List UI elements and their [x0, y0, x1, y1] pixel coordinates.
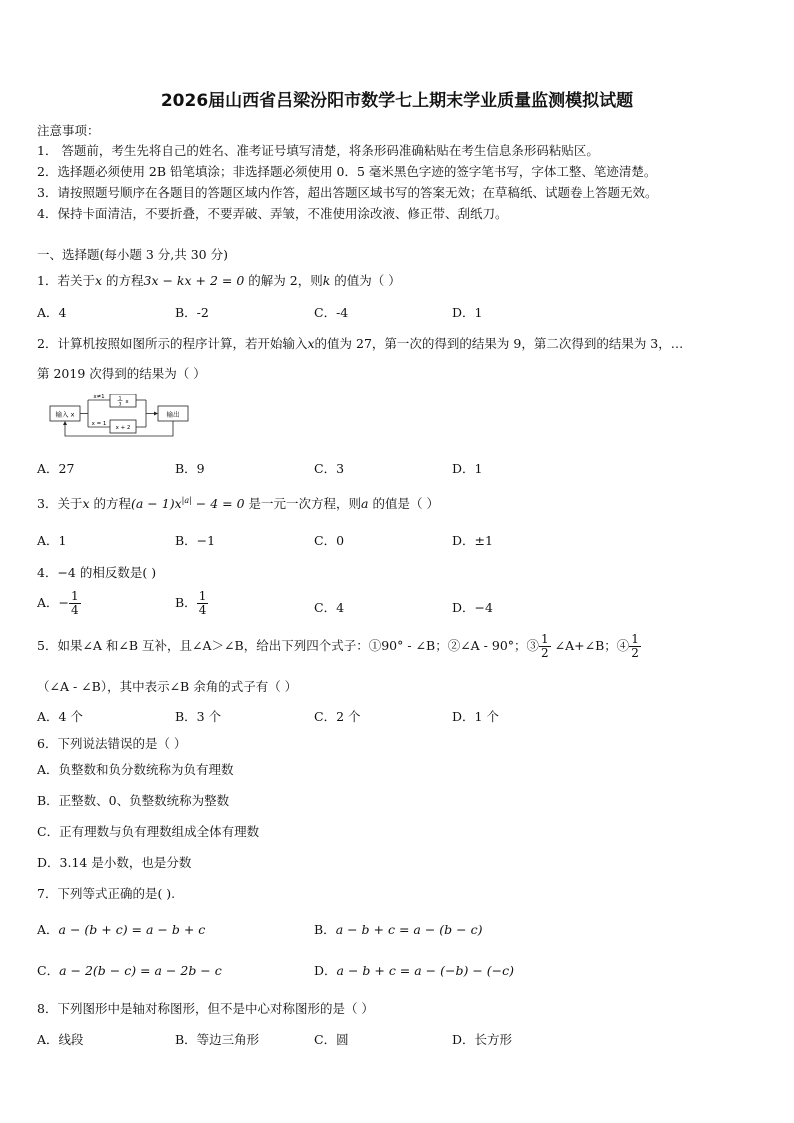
q5-fraction-2-den: 2: [631, 646, 639, 661]
q1-text-suffix: 的值为（ ）: [330, 273, 401, 288]
q4-option-a: [37, 590, 81, 617]
question-5-stem-line2: （∠A - ∠B），其中表示∠B 余角的式子有（ ）: [37, 679, 298, 694]
q1-equation: 3x − kx + 2 = 0: [143, 273, 245, 288]
q1-text-prefix: 1．若关于: [37, 273, 95, 288]
q2-text-b: 的值为 27，第一次的得到的结果为 9，第二次得到的结果为 3，…: [314, 336, 684, 351]
q2-var-x: x: [307, 336, 315, 351]
q4-option-b-num: 1: [198, 589, 207, 603]
q2-option-d: D．1: [452, 461, 483, 476]
q6-option-d: D．3.14 是小数，也是分数: [37, 855, 192, 870]
q4-option-d: D．−4: [452, 600, 493, 615]
flow-op-top-box: [110, 394, 136, 407]
q8-option-d: D．长方形: [452, 1032, 513, 1047]
q3-option-a: A．1: [37, 533, 67, 548]
q7-option-b: [314, 920, 482, 938]
q5-text-a: 5．如果∠A 和∠B 互补，且∠A＞∠B，给出下列四个式子：①90° - ∠B；②∠A - 90°；③: [37, 638, 540, 654]
q1-option-d: D．1: [452, 305, 483, 320]
q1-var-k: k: [322, 273, 331, 288]
q2-option-a: A．27: [37, 461, 75, 476]
q7-option-c-label: C．: [37, 963, 60, 978]
q3-equation-exponent: |a|: [181, 495, 192, 505]
q7-option-a-label: A．: [37, 922, 59, 937]
q8-option-a: A．线段: [37, 1032, 84, 1047]
q3-var-x: x: [82, 496, 90, 511]
q1-text-mid: 的方程: [102, 273, 144, 288]
q1-var-x: x: [94, 273, 103, 288]
notice-item-3: 3．请按照题号顺序在各题目的答题区域内作答，超出答题区域书写的答案无效；在草稿纸、试题卷上答题无效。: [37, 185, 658, 200]
q3-option-d: D．±1: [452, 533, 493, 548]
q7-option-c: [37, 961, 222, 979]
flow-input-label: 输入 x: [55, 410, 75, 419]
q5-option-d: D．1 个: [452, 709, 499, 724]
q1-option-c: C．-4: [314, 305, 349, 320]
q4-option-a-fraction: [69, 590, 81, 617]
question-3-stem: [37, 494, 439, 512]
q5-text-b: ∠A+∠B；④: [550, 638, 630, 654]
q7-option-c-expr: a − 2(b − c) = a − 2b − c: [59, 963, 222, 978]
q6-option-b: B．正整数、0、负整数统称为整数: [37, 793, 230, 808]
question-8-stem: 8．下列图形中是轴对称图形，但不是中心对称图形的是（ ）: [37, 1001, 374, 1016]
question-2-stem-line2: 第 2019 次得到的结果为（ ）: [37, 366, 206, 381]
q3-text-suffix: 的值是（ ）: [368, 496, 439, 511]
q5-option-b: B．3 个: [175, 709, 222, 724]
q1-option-b: B．-2: [175, 305, 209, 320]
q4-option-b-label: B．: [175, 595, 197, 611]
program-flowchart: [48, 394, 198, 438]
q2-text-a: 2．计算机按照如图所示的程序计算，若开始输入: [37, 336, 308, 351]
notice-item-1: 1． 答题前，考生先将自己的姓名、准考证号填写清楚，将条形码准确粘贴在考生信息条形码粘贴区。: [37, 143, 599, 158]
q6-option-c: C．正有理数与负有理数组成全体有理数: [37, 824, 260, 839]
q3-text-prefix: 3．关于: [37, 496, 83, 511]
notice-heading: 注意事项：: [37, 123, 100, 138]
question-4-stem: 4．−4 的相反数是( ): [37, 565, 157, 580]
q8-option-b: B．等边三角形: [175, 1032, 260, 1047]
q5-fraction-1: [539, 633, 551, 660]
q2-option-b: B．9: [175, 461, 205, 476]
q4-option-a-num: 1: [71, 589, 79, 603]
question-6-stem: 6．下列说法错误的是（ ）: [37, 736, 187, 751]
q7-option-d-expr: a − b + c = a − (−b) − (−c): [336, 963, 514, 978]
q3-option-c: C．0: [314, 533, 345, 548]
question-1-stem: [37, 271, 401, 289]
q5-fraction-2: [629, 633, 641, 660]
q5-fraction-2-num: 1: [631, 632, 639, 646]
question-5-stem-line1: [37, 633, 641, 660]
q5-fraction-1-den: 2: [541, 646, 549, 661]
q4-option-c: C．4: [314, 600, 345, 615]
notice-item-4: 4．保持卡面清洁，不要折叠，不要弄破、弄皱，不准使用涂改液、修正带、刮纸刀。: [37, 206, 508, 221]
question-7-stem: 7．下列等式正确的是( ).: [37, 886, 176, 901]
q3-option-b: B．−1: [175, 533, 216, 548]
flow-output-label: 输出: [166, 410, 180, 419]
notice-item-2: 2．选择题必须使用 2B 铅笔填涂；非选择题必须使用 0．5 毫米黑色字迹的签字笔书写，字体工整、笔迹清楚。: [37, 164, 657, 179]
q1-option-a: A．4: [37, 305, 67, 320]
flow-cond-top: x≠1: [93, 394, 105, 400]
q6-option-a: A．负整数和负分数统称为负有理数: [37, 762, 234, 777]
question-2-stem-line1: [37, 334, 683, 352]
flow-cond-bottom: x = 1: [91, 421, 107, 427]
q7-option-a: [37, 920, 205, 938]
flow-op-top-num: 1: [118, 396, 122, 402]
q7-option-a-expr: a − (b + c) = a − b + c: [58, 922, 206, 937]
q8-option-c: C．圆: [314, 1032, 349, 1047]
flow-op-bottom-label: x + 2: [115, 425, 131, 431]
q4-option-b-den: 4: [198, 603, 207, 618]
q7-option-b-expr: a − b + c = a − (b − c): [335, 922, 483, 937]
q3-equation-base: (a − 1)x: [131, 496, 182, 511]
q3-var-a: a: [361, 496, 369, 511]
q4-option-a-label: A．−: [37, 595, 70, 611]
q4-option-b-fraction: [197, 590, 209, 617]
flow-op-top-var: x: [125, 399, 129, 405]
page-title: 2026届山西省吕梁汾阳市数学七上期末学业质量监测模拟试题: [160, 91, 634, 111]
q3-equation-rest: − 4 = 0: [191, 496, 245, 511]
q5-option-c: C．2 个: [314, 709, 361, 724]
q7-option-d-label: D．: [314, 963, 337, 978]
q7-option-d: [314, 961, 514, 979]
q4-option-b: [175, 590, 208, 617]
q5-option-a: A．4 个: [37, 709, 83, 724]
section-heading: 一、选择题(每小题 3 分,共 30 分): [37, 247, 228, 262]
q3-text-mid2: 是一元一次方程，则: [244, 496, 362, 511]
q4-option-a-den: 4: [71, 603, 79, 618]
flow-op-top-den: 3: [118, 402, 122, 408]
q1-text-mid2: 的解为 2，则: [244, 273, 323, 288]
q3-text-mid: 的方程: [89, 496, 131, 511]
q7-option-b-label: B．: [314, 922, 336, 937]
q2-option-c: C．3: [314, 461, 345, 476]
q5-fraction-1-num: 1: [541, 632, 549, 646]
